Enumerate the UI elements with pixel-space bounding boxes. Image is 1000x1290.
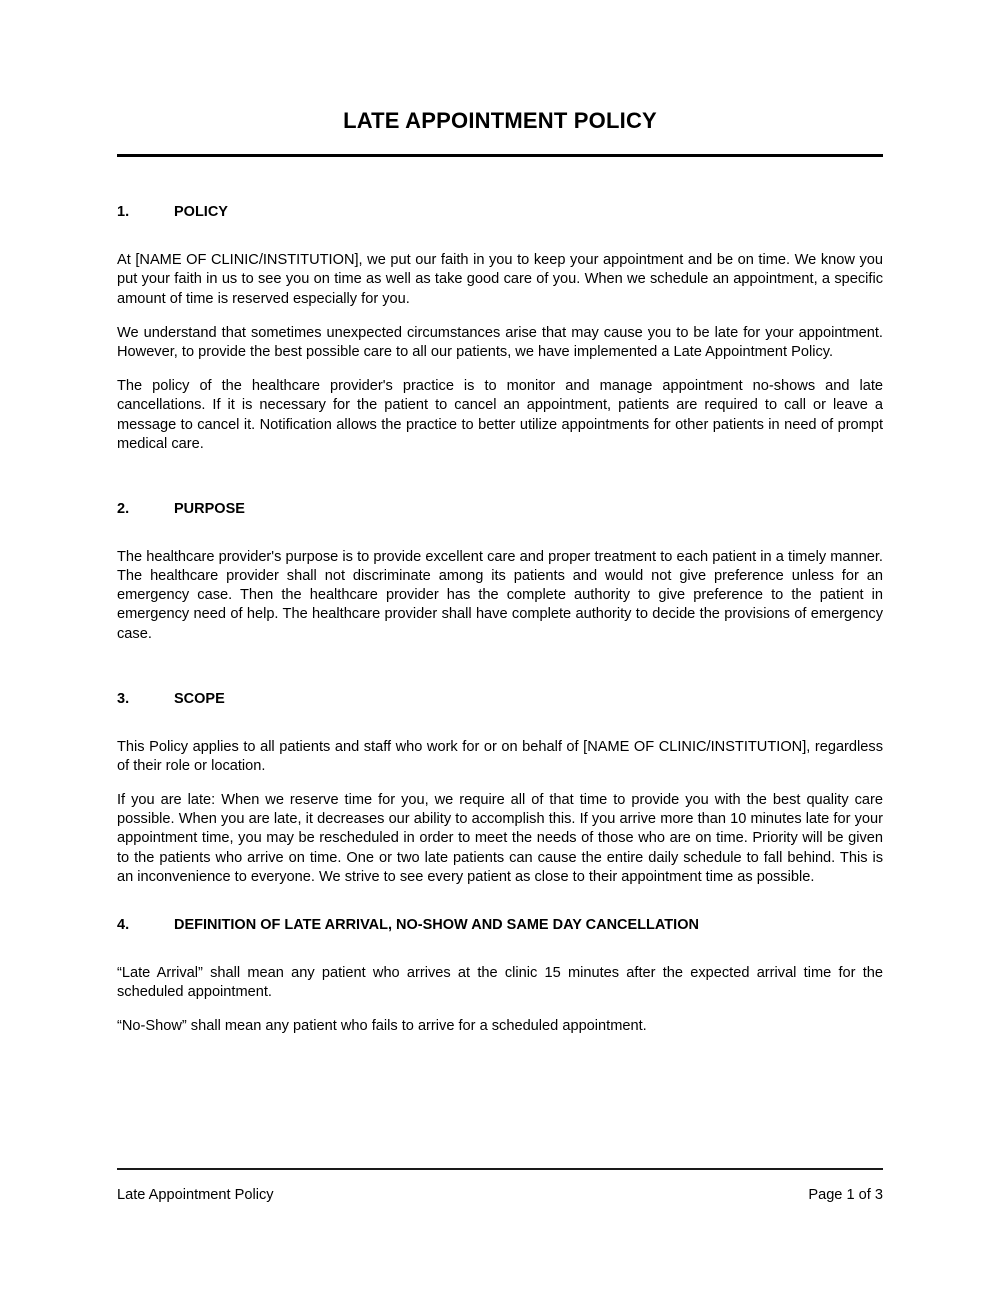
document-body: [117, 0, 883, 1037]
paragraph: “Late Arrival” shall mean any patient who arrives at the clinic 15 minutes after the expected arrival time for the scheduled appointment.: [117, 964, 883, 1001]
spacer: [117, 935, 883, 964]
section-definitions: [117, 916, 883, 1036]
section-heading: [117, 916, 883, 935]
paragraph: This Policy applies to all patients and staff who work for or on behalf of [NAME OF CLINIC/INSTITUTION], regardless of their role or location.: [117, 738, 883, 774]
paragraph: “No-Show” shall mean any patient who fails to arrive for a scheduled appointment.: [117, 1018, 647, 1035]
footer-row: [117, 1170, 883, 1205]
section-purpose: [117, 500, 883, 644]
spacer: [117, 454, 883, 500]
spacer: [117, 519, 883, 548]
spacer: [117, 644, 883, 690]
footer-document-name: Late Appointment Policy: [117, 1187, 274, 1203]
paragraph: The policy of the healthcare provider's practice is to monitor and manage appointment no-shows and late cancellations. If it is necessary for the patient to cancel an appointment, patients are required to call or leave a message to cancel it. Notification allows the practice to better utilize appointments for other patients in need of prompt medical care.: [117, 378, 883, 452]
section-number: 3.: [117, 690, 130, 707]
section-title: PURPOSE: [174, 500, 245, 517]
section-title: DEFINITION OF LATE ARRIVAL, NO-SHOW AND SAME DAY CANCELLATION: [174, 917, 699, 934]
paragraph: If you are late: When we reserve time for you, we require all of that time to provide you with the best quality care possible. When you are late, it decreases our ability to accomplish this. If you arrive more than 10 minutes late for your appointment time, you may be rescheduled in order to meet the needs of those who are on time. Priority will be given to the patients who arrive on time. One or two late patients can cause the entire daily schedule to fall behind. This is an inconvenience to everyone. We strive to see every patient as close to their appointment time as possible.: [117, 792, 883, 885]
paragraph: The healthcare provider's purpose is to provide excellent care and proper treatment to each patient in a timely manner. The healthcare provider shall not discriminate among its patients and would not give preference unless for an emergency case. Then the healthcare provider has the complete authority to give preference to the patient in emergency need of help. The healthcare provider shall have complete authority to decide the provisions of emergency case.: [117, 548, 883, 642]
spacer: [117, 222, 883, 251]
section-number: 1.: [117, 204, 130, 221]
spacer: [117, 157, 883, 203]
section-number: 4.: [117, 917, 130, 934]
section-title: SCOPE: [174, 690, 225, 707]
spacer: [117, 709, 883, 738]
page-footer: [117, 1168, 883, 1205]
paragraph: At [NAME OF CLINIC/INSTITUTION], we put our faith in you to keep your appointment and be on time. We know you put your faith in us to see you on time as well as take good care of you. When we schedule an appointment, a specific amount of time is reserved especially for you.: [117, 252, 883, 307]
section-heading: [117, 500, 883, 519]
section-number: 2.: [117, 500, 130, 517]
section-scope: [117, 690, 883, 887]
section-heading: [117, 690, 883, 709]
section-policy: [117, 203, 883, 454]
page-title: LATE APPOINTMENT POLICY: [343, 108, 657, 133]
paragraph: We understand that sometimes unexpected circumstances arise that may cause you to be late for your appointment. However, to provide the best possible care to all our patients, we have implemented a Late Appointment Policy.: [117, 324, 883, 360]
section-heading: [117, 203, 883, 222]
spacer: [117, 887, 883, 916]
section-title: POLICY: [174, 204, 228, 221]
footer-page-number: Page 1 of 3: [808, 1187, 883, 1203]
